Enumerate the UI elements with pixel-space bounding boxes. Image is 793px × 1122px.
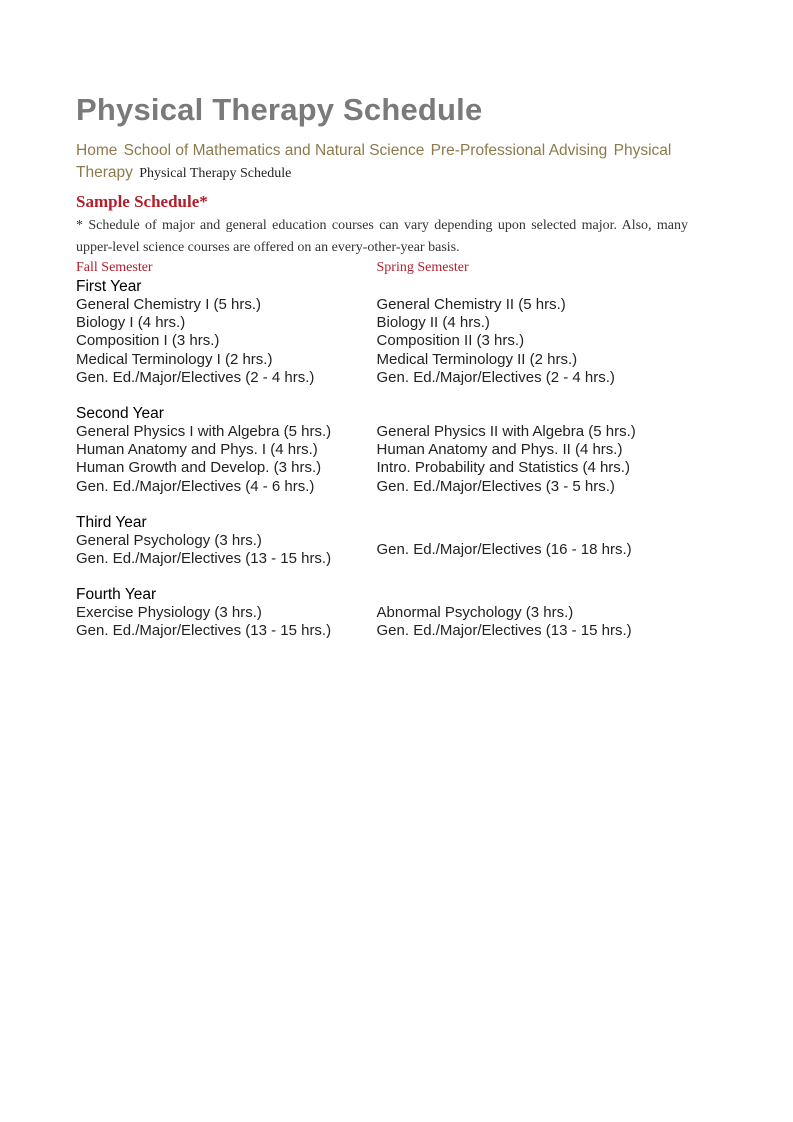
year-title: Third Year	[76, 513, 147, 531]
document-page	[76, 90, 696, 659]
course-row	[76, 478, 696, 496]
spring-course: Gen. Ed./Major/Electives (3 - 5 hrs.)	[376, 477, 615, 495]
spring-course: Gen. Ed./Major/Electives (13 - 15 hrs.)	[376, 622, 632, 640]
fall-course: Gen. Ed./Major/Electives (13 - 15 hrs.)	[76, 622, 332, 640]
semester-header-row	[76, 259, 696, 277]
spring-course: Intro. Probability and Statistics (4 hrs.)	[376, 459, 630, 477]
spring-course: Gen. Ed./Major/Electives (2 - 4 hrs.)	[376, 368, 615, 386]
fall-course: Gen. Ed./Major/Electives (2 - 4 hrs.)	[76, 368, 315, 386]
fall-course-list	[76, 532, 377, 568]
spring-course: Composition II (3 hrs.)	[376, 332, 525, 350]
year-block-third	[76, 514, 696, 568]
year-block-second	[76, 405, 696, 496]
breadcrumb-link-advising[interactable]: Pre-Professional Advising	[430, 142, 608, 159]
fall-course: General Chemistry I (5 hrs.)	[76, 296, 262, 313]
year-block-first	[76, 278, 696, 387]
course-row	[76, 604, 696, 622]
spring-course: General Physics II with Algebra (5 hrs.)	[376, 423, 636, 441]
spring-course: Gen. Ed./Major/Electives (16 - 18 hrs.)	[376, 540, 632, 558]
sample-schedule-heading: Sample Schedule*	[76, 192, 208, 211]
course-row	[76, 296, 696, 314]
fall-course: Composition I (3 hrs.)	[76, 332, 220, 350]
breadcrumb-link-physical-therapy[interactable]: Physical Therapy	[76, 142, 672, 181]
year-title: Second Year	[76, 405, 164, 423]
course-row	[76, 622, 696, 640]
fall-course: Human Anatomy and Phys. I (4 hrs.)	[76, 441, 318, 459]
breadcrumb-link-home[interactable]: Home	[76, 142, 118, 159]
spring-course: Abnormal Psychology (3 hrs.)	[376, 604, 574, 622]
fall-course: Biology I (4 hrs.)	[76, 314, 186, 332]
year-block-fourth	[76, 586, 696, 640]
fall-course: General Psychology (3 hrs.)	[76, 531, 262, 549]
breadcrumb-current: Physical Therapy Schedule	[139, 166, 292, 181]
fall-course: Gen. Ed./Major/Electives (13 - 15 hrs.)	[76, 550, 332, 568]
fall-course: Gen. Ed./Major/Electives (4 - 6 hrs.)	[76, 477, 315, 495]
course-row	[76, 314, 696, 332]
course-row	[76, 532, 696, 568]
spring-course: Human Anatomy and Phys. II (4 hrs.)	[376, 441, 623, 459]
fall-course: Human Growth and Develop. (3 hrs.)	[76, 459, 322, 477]
course-row	[76, 441, 696, 459]
course-row	[76, 423, 696, 441]
breadcrumb	[76, 140, 696, 185]
course-row	[76, 459, 696, 477]
spring-course: General Chemistry II (5 hrs.)	[376, 296, 566, 313]
fall-course: Exercise Physiology (3 hrs.)	[76, 604, 262, 622]
course-row	[76, 351, 696, 369]
breadcrumb-link-school[interactable]: School of Mathematics and Natural Science	[123, 142, 425, 159]
year-title: Fourth Year	[76, 586, 157, 604]
course-row	[76, 369, 696, 387]
page-title: Physical Therapy Schedule	[76, 92, 483, 127]
year-title: First Year	[76, 278, 142, 295]
schedule-note: * Schedule of major and general education courses can vary depending upon selected major. Also, many upper-level science courses are offered on an every-other-year basis.	[76, 218, 688, 255]
course-row	[76, 332, 696, 350]
fall-semester-label: Fall Semester	[76, 260, 153, 275]
fall-course: General Physics I with Algebra (5 hrs.)	[76, 423, 332, 441]
spring-course: Biology II (4 hrs.)	[376, 314, 490, 332]
fall-course: Medical Terminology I (2 hrs.)	[76, 350, 273, 368]
spring-semester-label: Spring Semester	[376, 260, 469, 275]
spring-course: Medical Terminology II (2 hrs.)	[376, 350, 578, 368]
